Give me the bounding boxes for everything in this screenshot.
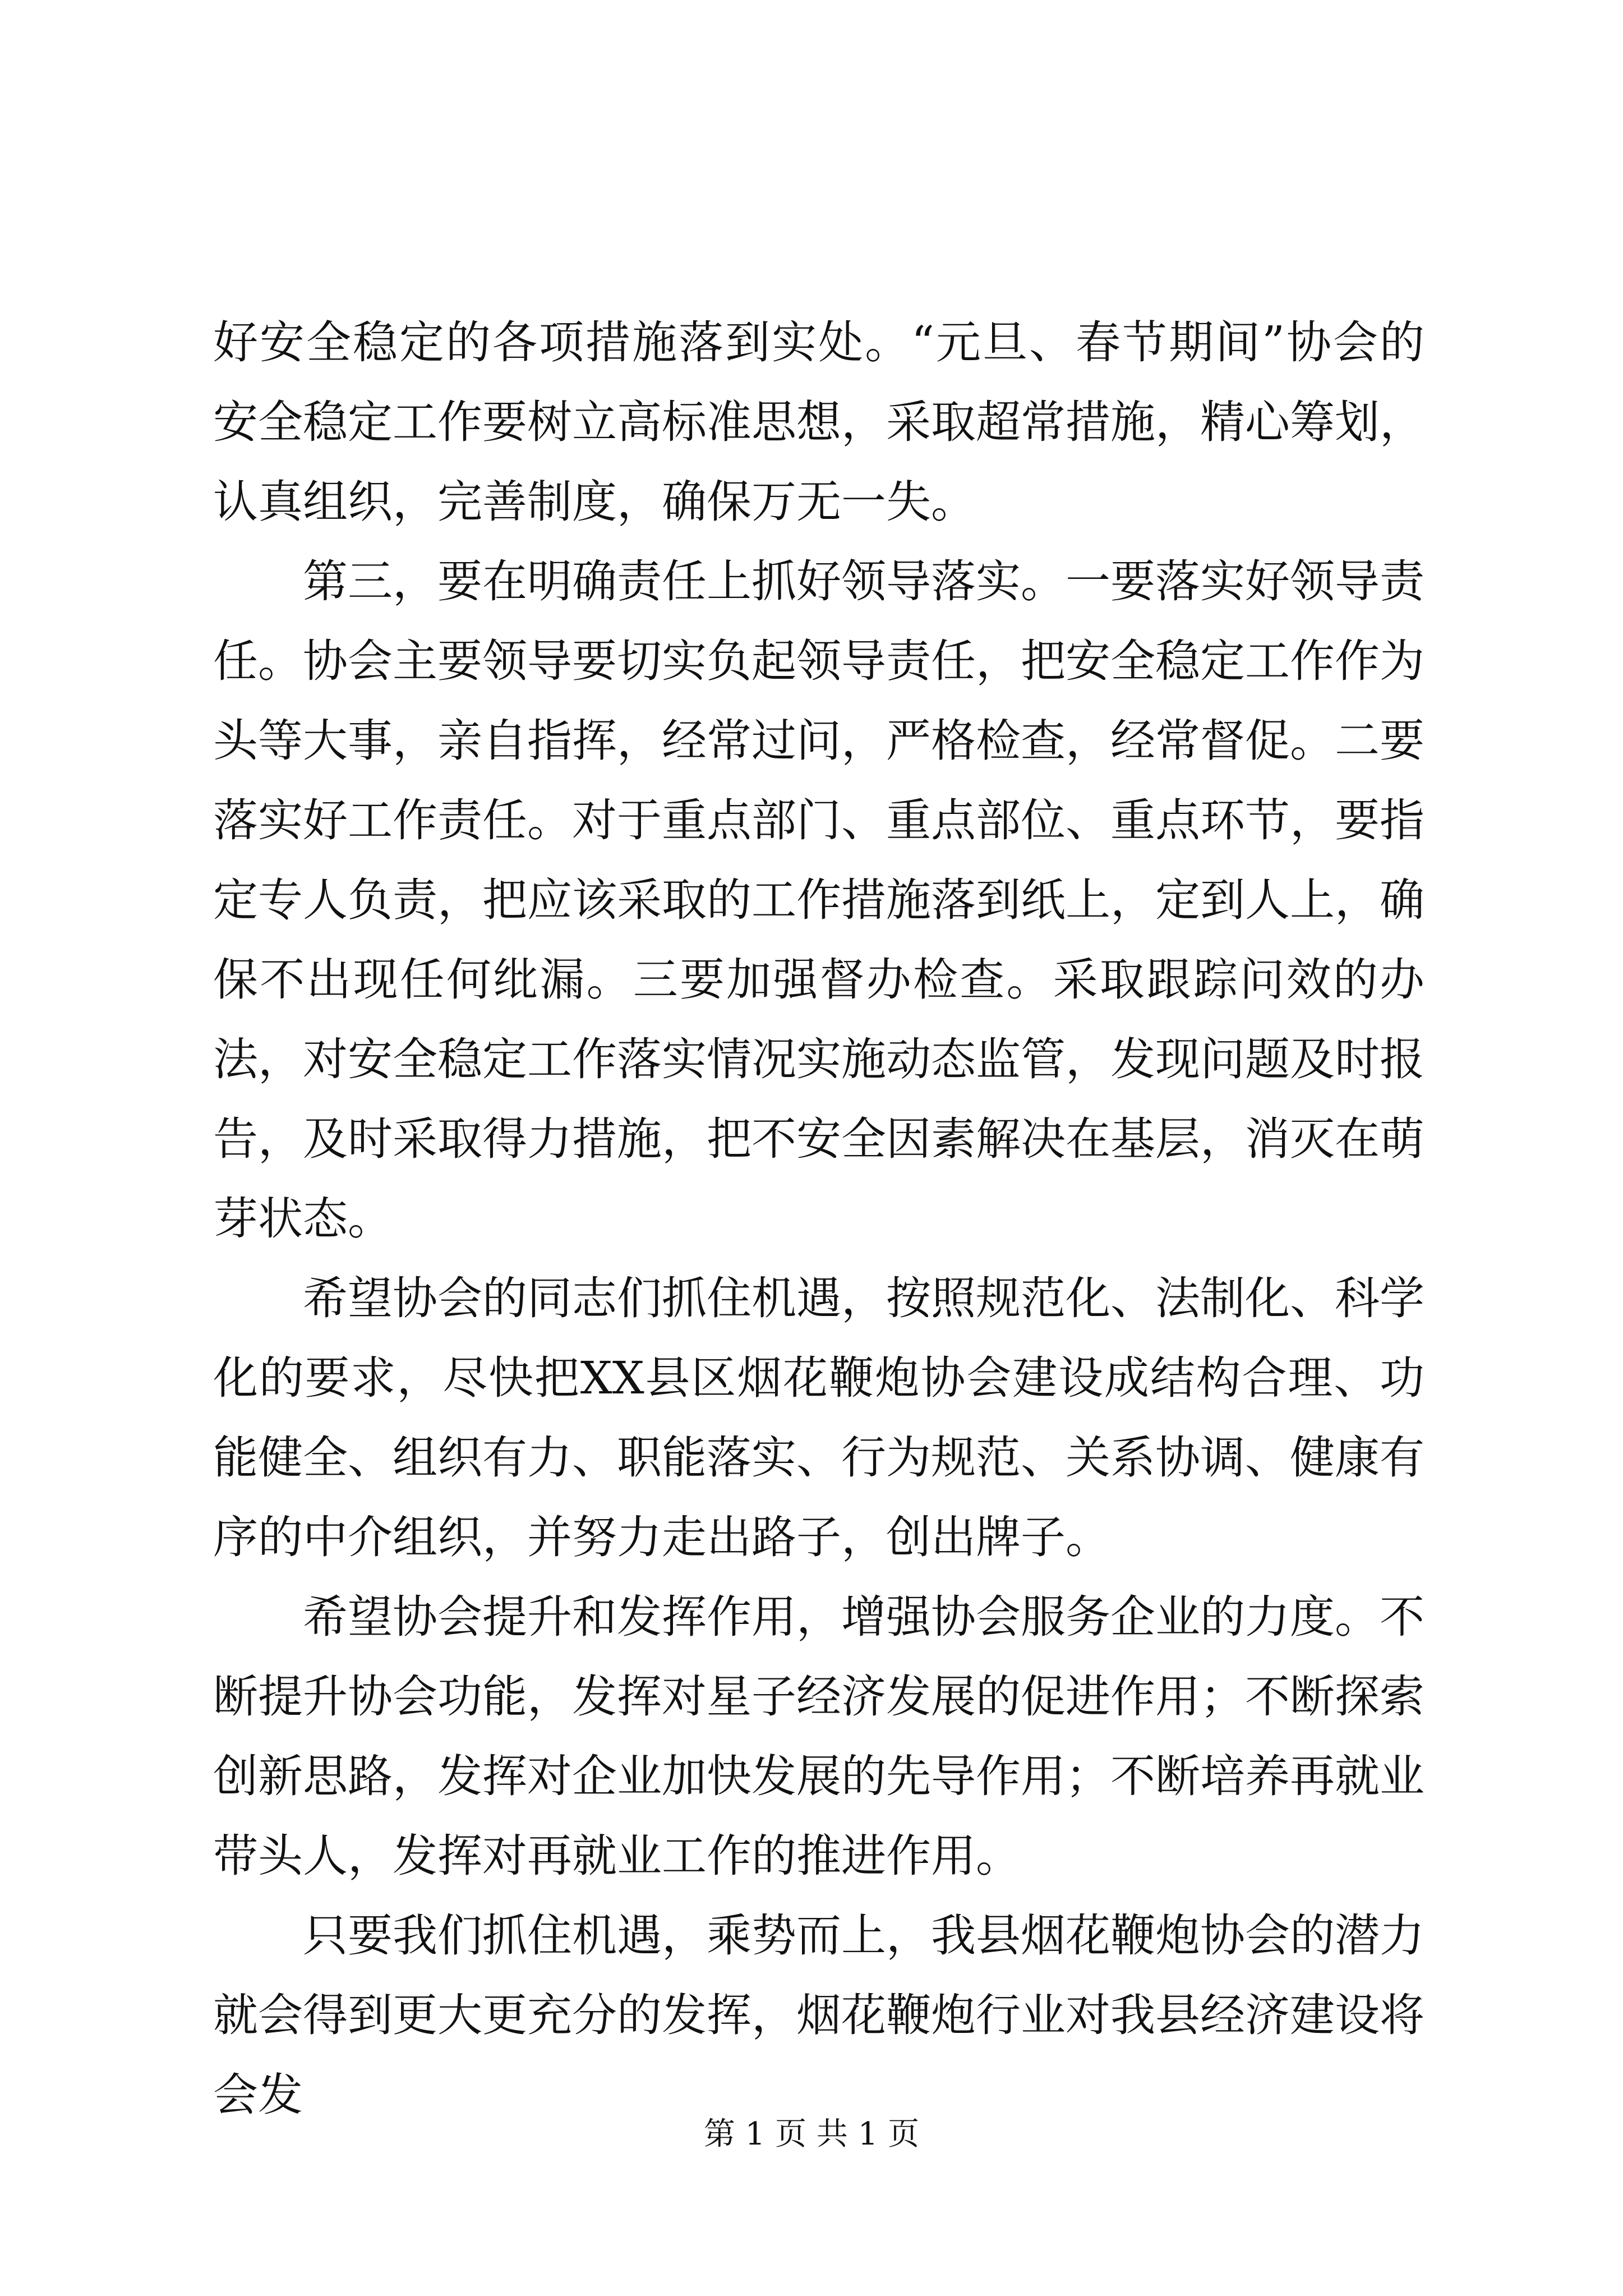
page-footer: 第 1 页 共 1 页 xyxy=(703,2116,920,2152)
document-body xyxy=(213,303,1424,2135)
paragraph-responsibility: 第三，要在明确责任上抓好领导落实。一要落实好领导责任。协会主要领导要切实负起领导责任，把安全稳定工作作为头等大事，亲自指挥，经常过问，严格检查，经常督促。二要落实好工作责任。对于重点部门、重点部位、重点环节，要指定专人负责，把应该采取的工作措施落到纸上，定到人上，确保不出现任何纰漏。三要加强督办检查。采取跟踪问效的办法，对安全稳定工作落实情况实施动态监管，发现问题及时报告，及时采取得力措施，把不安全因素解决在基层，消灭在萌芽状态。 xyxy=(213,555,1424,1245)
paragraph-conclusion: 只要我们抓住机遇，乘势而上，我县烟花鞭炮协会的潜力就会得到更大更充分的发挥，烟花鞭炮行业对我县经济建设将会发 xyxy=(213,1910,1424,2121)
paragraph-continuation: 好安全稳定的各项措施落到实处。“元旦、春节期间”协会的安全稳定工作要树立高标准思想，采取超常措施，精心筹划，认真组织，完善制度，确保万无一失。 xyxy=(213,316,1424,528)
paragraph-hope-association: 希望协会提升和发挥作用，增强协会服务企业的力度。不断提升协会功能，发挥对星子经济发展的促进作用；不断探索创新思路，发挥对企业加快发展的先导作用；不断培养再就业带头人，发挥对再就业工作的推进作用。 xyxy=(213,1591,1424,1882)
paragraph-hope-comrades: 希望协会的同志们抓住机遇，按照规范化、法制化、科学化的要求，尽快把XX县区烟花鞭炮协会建设成结构合理、功能健全、组织有力、职能落实、行为规范、关系协调、健康有序的中介组织，并努力走出路子，创出牌子。 xyxy=(213,1272,1424,1563)
